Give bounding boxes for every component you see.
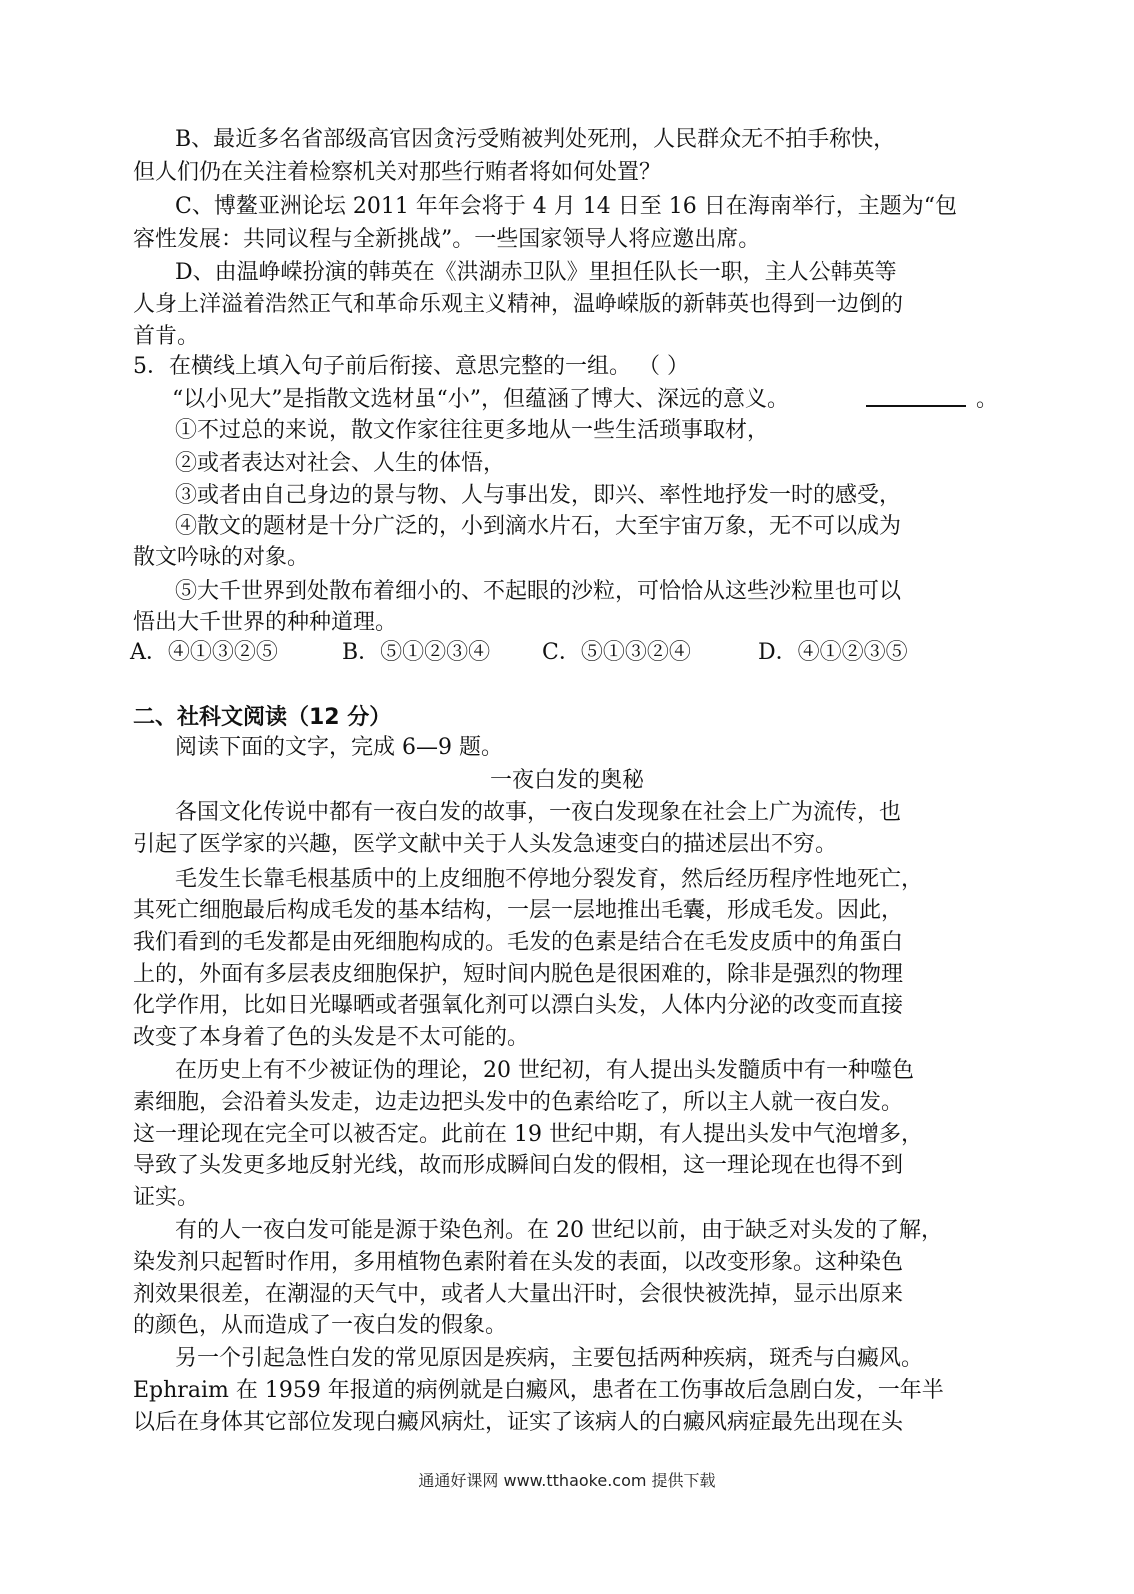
- section-instruction: 阅读下面的文字，完成 6—9 题。: [175, 735, 503, 760]
- q5-sentence-2: ②或者表达对社会、人生的体悟，: [175, 451, 506, 476]
- q5-sentence-3: ③或者由自己身边的景与物、人与事出发，即兴、率性地抒发一时的感受，: [175, 483, 902, 508]
- section-heading: 二、社科文阅读（12 分）: [133, 705, 392, 730]
- p1-line2: 引起了医学家的兴趣，医学文献中关于人头发急速变白的描述层出不穷。: [133, 832, 838, 857]
- p2-line1: 毛发生长靠毛根基质中的上皮细胞不停地分裂发育，然后经历程序性地死亡，: [175, 867, 924, 892]
- q4-option-b-line1: B、最近多名省部级高官因贪污受贿被判处死刑，人民群众无不拍手称快，: [175, 127, 896, 152]
- q5-sentence-1: ①不过总的来说，散文作家往往更多地从一些生活琐事取材，: [175, 418, 770, 443]
- q5-option-a: A．④①③②⑤: [130, 640, 278, 665]
- p2-line3: 我们看到的毛发都是由死细胞构成的。毛发的色素是结合在毛发皮质中的角蛋白: [133, 930, 904, 955]
- q5-sentence-4-line2: 散文吟咏的对象。: [133, 545, 310, 570]
- q4-option-d-line2: 人身上洋溢着浩然正气和革命乐观主义精神，温峥嵘版的新韩英也得到一边倒的: [133, 292, 904, 317]
- q4-option-b-line2: 但人们仍在关注着检察机关对那些行贿者将如何处置？: [133, 160, 662, 185]
- p4-line1: 有的人一夜白发可能是源于染色剂。在 20 世纪以前，由于缺乏对头发的了解，: [175, 1218, 943, 1243]
- p3-line5: 证实。: [133, 1185, 200, 1210]
- q5-stem: 5．在横线上填入句子前后衔接、意思完整的一组。 （ ）: [133, 354, 689, 379]
- p1-line1: 各国文化传说中都有一夜白发的故事，一夜白发现象在社会上广为流传，也: [175, 800, 902, 825]
- p2-line2: 其死亡细胞最后构成毛发的基本结构，一层一层地推出毛囊，形成毛发。因此，: [133, 898, 904, 923]
- p2-line4: 上的，外面有多层表皮细胞保护，短时间内脱色是很困难的，除非是强烈的物理: [133, 962, 904, 987]
- p3-line1: 在历史上有不少被证伪的理论，20 世纪初，有人提出头发髓质中有一种噬色: [175, 1058, 914, 1083]
- q4-option-c-line2: 容性发展：共同议程与全新挑战”。一些国家领导人将应邀出席。: [133, 227, 761, 252]
- q5-option-d: D．④①②③⑤: [758, 640, 908, 665]
- p2-line6: 改变了本身着了色的头发是不太可能的。: [133, 1025, 530, 1050]
- p4-line3: 剂效果很差，在潮湿的天气中，或者人大量出汗时，会很快被洗掉，显示出原来: [133, 1282, 904, 1307]
- p4-line4: 的颜色，从而造成了一夜白发的假象。: [133, 1313, 508, 1338]
- p3-line2: 素细胞，会沿着头发走，边走边把头发中的色素给吃了，所以主人就一夜白发。: [133, 1090, 904, 1115]
- prompt-period: 。: [976, 387, 999, 412]
- page-footer: 通通好课网 www.tthaoke.com 提供下载: [418, 1471, 716, 1490]
- q5-sentence-4-line1: ④散文的题材是十分广泛的，小到滴水片石，大至宇宙万象，无不可以成为: [175, 514, 902, 539]
- p3-line4: 导致了头发更多地反射光线，故而形成瞬间白发的假相，这一理论现在也得不到: [133, 1153, 904, 1178]
- q5-prompt: “以小见大”是指散文选材虽“小”，但蕴涵了博大、深远的意义。: [172, 387, 789, 412]
- answer-blank: [866, 405, 966, 407]
- q5-option-b: B．⑤①②③④: [342, 640, 491, 665]
- p5-line1: 另一个引起急性白发的常见原因是疾病，主要包括两种疾病，斑秃与白癜风。: [175, 1346, 924, 1371]
- p5-line2: Ephraim 在 1959 年报道的病例就是白癜风，患者在工伤事故后急剧白发，一年半: [133, 1378, 944, 1403]
- q5-sentence-5-line1: ⑤大千世界到处散布着细小的、不起眼的沙粒，可恰恰从这些沙粒里也可以: [175, 579, 902, 604]
- p4-line2: 染发剂只起暂时作用，多用植物色素附着在头发的表面，以改变形象。这种染色: [133, 1250, 904, 1275]
- q4-option-c-line1: C、博鳌亚洲论坛 2011 年年会将于 4 月 14 日至 16 日在海南举行，主题为“包: [175, 194, 958, 219]
- q4-option-d-line3: 首肯。: [133, 324, 200, 349]
- q5-option-c: C．⑤①③②④: [542, 640, 691, 665]
- p2-line5: 化学作用，比如日光曝晒或者强氧化剂可以漂白头发，人体内分泌的改变而直接: [133, 993, 904, 1018]
- p5-line3: 以后在身体其它部位发现白癜风病灶，证实了该病人的白癜风病症最先出现在头: [133, 1410, 904, 1435]
- q5-sentence-5-line2: 悟出大千世界的种种道理。: [133, 610, 398, 635]
- q4-option-d-line1: D、由温峥嵘扮演的韩英在《洪湖赤卫队》里担任队长一职，主人公韩英等: [175, 260, 897, 285]
- article-title: 一夜白发的奥秘: [489, 768, 644, 793]
- p3-line3: 这一理论现在完全可以被否定。此前在 19 世纪中期，有人提出头发中气泡增多，: [133, 1122, 923, 1147]
